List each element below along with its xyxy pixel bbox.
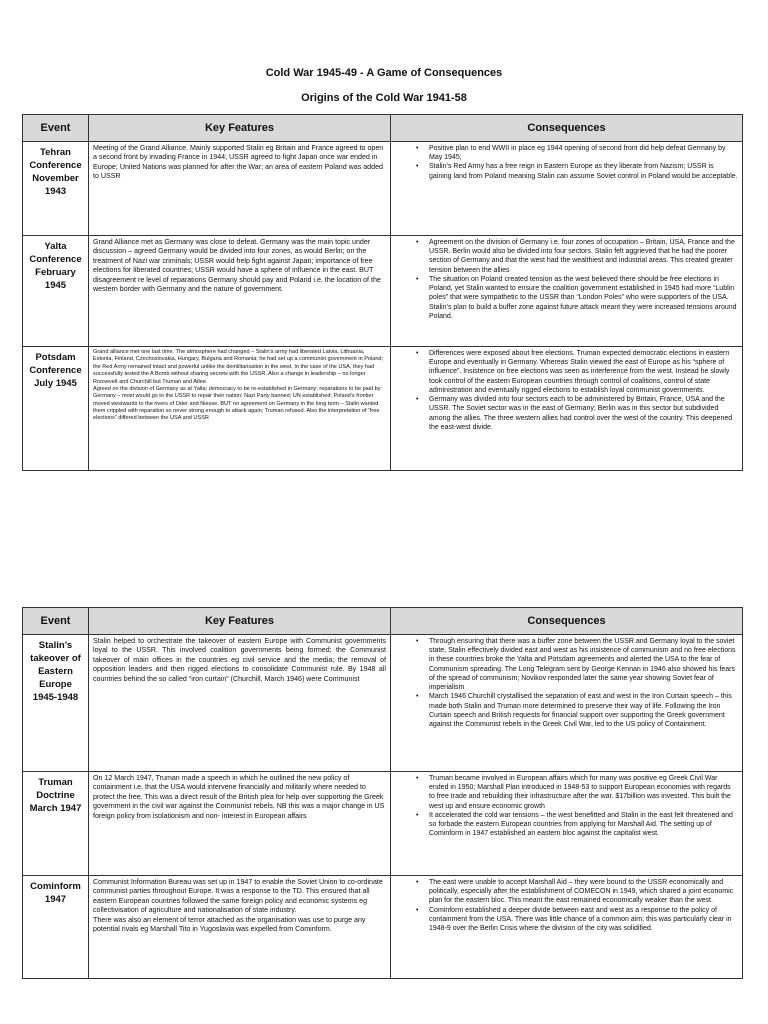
- consequence-item: • Cominform established a deeper divide between east and west as a response to the policy of containment from the USA. There was little chance of a common aim; this was particularly clear in 1948-9 over the Berlin Crisis where the division of the city was solidified.: [429, 906, 738, 934]
- consequence-item: • Stalin’s Red Army has a free reign in Eastern Europe as they liberate from Nazism; USSR is gaining land from Poland meaning Stalin can assume Soviet control in Poland would be acceptable.: [429, 162, 738, 180]
- key-paragraph: Communist Information Bureau was set up in 1947 to enable the Soviet Union to co-ordinate communist parties throughout Europe. It was a response to the TD. This ensured that all eastern European countries followed the same foreign policy and economic systems eg collectivisation of agriculture and nationalisation of state industry.: [93, 878, 383, 915]
- table-row: [23, 347, 743, 471]
- document-title: Cold War 1945-49 - A Game of Consequences: [265, 67, 503, 79]
- event-cell: Yalta Conference February 1945: [23, 236, 89, 347]
- consequence-item: • Agreement on the division of Germany i.e. four zones of occupation – Britain, USA, France and the USSR. Berlin would also be divided into four sectors. Stalin felt aggrieved that he had the poorer section of Germany and that the west had the wealthiest and industrial areas. This created greater tension between the allies: [429, 238, 738, 275]
- event-cell: Stalin’s takeover of Eastern Europe 1945-1948: [23, 635, 89, 772]
- events-table-2: [22, 607, 743, 979]
- table-row: [23, 142, 743, 236]
- event-cell: Cominform 1947: [23, 876, 89, 979]
- document-subtitle: Origins of the Cold War 1941-58: [301, 92, 467, 104]
- table-header-row: [23, 608, 743, 635]
- table-row: [23, 772, 743, 876]
- key-paragraph: Stalin helped to orchestrate the takeover of eastern Europe with Communist governments loyal to the USSR. This involved coalition governments being formed; the Communist takeover of main offices in the countries eg civil service and the media; the removal of opposition leaders and then rigged elections to consolidate Communist rule. By 1948 all countries behind the so called “iron curtain” (Churchill, March 1946) were Communist: [93, 637, 386, 683]
- key-features-cell: [89, 142, 391, 236]
- consequences-cell: [391, 347, 743, 471]
- table-row: [23, 236, 743, 347]
- key-paragraph: Grand Alliance met as Germany was close to defeat. Germany was the main topic under discussion – agreed Germany would be divided into four zones, as would Berlin; on the treatment of Nazi war criminals; USSR would help fight against Japan; importance of free elections for liberated countries; USSR would have a sphere of influence in the east. BUT disagreement re level of reparations Germany should pay and Poland i.e. the location of the western border with Germany and the nature of government.: [93, 238, 381, 294]
- event-cell: Potsdam Conference July 1945: [23, 347, 89, 471]
- table-row: [23, 635, 743, 772]
- key-features-cell: [89, 772, 391, 876]
- consequence-item: • The situation on Poland created tension as the west believed there should be free elections in Poland, yet Stalin wanted to ensure the coalition government established in 1945 had more “Lublin poles” that were sympathetic to the USSR than “London Poles” who were supporters of the USA. Stalin’s plan to build a buffer zone against future attack meant they were increased tensions around Poland.: [429, 275, 738, 321]
- event-cell: Tehran Conference November 1943: [23, 142, 89, 236]
- key-paragraph: There was also an element of terror attached as the organisation was use to purge any potential rivals eg Marshall Tito in Yugoslavia was expelled from Cominform.: [93, 915, 366, 934]
- consequences-cell: [391, 772, 743, 876]
- event-cell: Truman Doctrine March 1947: [23, 772, 89, 876]
- consequences-cell: [391, 876, 743, 979]
- key-features-cell: [89, 876, 391, 979]
- key-features-cell: [89, 236, 391, 347]
- key-paragraph: Meeting of the Grand Alliance. Mainly supported Stalin eg Britain and France agreed to open a second front by invading France in 1944; USSR agreed to fight Japan once war ended in Europe; United Nations was planned for after the War; an area of eastern Poland was added to USSR: [93, 144, 384, 181]
- table-row: [23, 876, 743, 979]
- key-paragraph: On 12 March 1947, Truman made a speech in which he outlined the new policy of containment i.e. that the USA would intervene financially and militarily where needed to protect the free. This was a direct result of the British plea for help over supporting the Greek government in the civil war against the Communist rebels. NB this was a major change in US foreign policy from isolationism and non- interest in European affairs: [93, 774, 385, 820]
- consequence-item: • Truman became involved in European affairs which for many was positive eg Greek Civil War ended in 1950; Marshall Plan introduced in 1948-53 to support European economies with regards to free trade and rebuilding their infrastructure after the war. $17billion was invested. This built the west up and ensure economic growth: [429, 774, 738, 811]
- consequence-item: • Germany was divided into four sectors each to be administered by Britain, France, USA and the USSR. The Soviet sector was in the east of Germany; Berlin was in this sector but subdivided among the allies. The three western allies had control over the west of the country. This deepened the east-west divide.: [429, 395, 738, 432]
- consequence-item: • It accelerated the cold war tensions – the west benefitted and Stalin in the east felt threatened and so forbade the eastern European countries from applying for Marshall Aid. The setting up of Cominform in 1947 established an eastern bloc against the capitalist west.: [429, 811, 738, 839]
- header-event: Event: [23, 115, 89, 142]
- consequence-item: • Positive plan to end WWII in place eg 1944 opening of second front did help defeat Germany by May 1945;: [429, 144, 738, 162]
- header-key-features: Key Features: [89, 115, 391, 142]
- header-consequences: Consequences: [391, 115, 743, 142]
- consequence-item: • Differences were exposed about free elections. Truman expected democratic elections in eastern Europe and eventually in Germany. Whereas Stalin viewed the east of Europe as his “sphere of influence”. Insistence on free elections was seen as interference from the west. Instead he slowly took control of the eastern European countries through control of coalitions, control of state administration and eventually rigged elections to establish loyal communist governments.: [429, 349, 738, 395]
- header-consequences: Consequences: [391, 608, 743, 635]
- consequences-cell: [391, 236, 743, 347]
- key-paragraph: Grand alliance met one last time. The atmosphere had changed – Stalin’s army had liberated Latvia, Lithuania, Estonia, Finland, Czechoslovakia, Hungary, Bulgaria and Romania; he had set up a communist government in Poland; the Red Army remained intact and powerful unlike the demilitarisation in the west. In the case of the USA, they had successfully tested the A Bomb without sharing secrets with the USSR. Also a change in leadership – no longer Roosevelt and Churchill but Truman and Atlee.: [93, 349, 384, 385]
- consequences-cell: [391, 142, 743, 236]
- key-features-cell: [89, 635, 391, 772]
- consequences-cell: [391, 635, 743, 772]
- header-key-features: Key Features: [89, 608, 391, 635]
- key-features-cell: [89, 347, 391, 471]
- table-header-row: [23, 115, 743, 142]
- events-table-1: [22, 114, 743, 471]
- key-paragraph: Agreed on the division of Germany as at Yalta; democracy to be re-established in Germany; reparations to be paid by Germany – most would go to the USSR to repair their nation; Nazi Party banned; UN established; Poland’s frontier moved westwards to the rivers of Oder and Niesse. BUT no agreement on Germany in the long term – Stalin wanted them crippled with reparation so never strong enough to attack again; Truman refused. Also the interpretation of “free elections” differed between the USA and USSR: [93, 385, 381, 422]
- consequence-item: • Through ensuring that there was a buffer zone between the USSR and Germany loyal to the soviet state, Stalin effectively divided east and west as his insistence of communism and no free elections in these countries broke the Yalta and Potsdam agreements and alerted the USA to the fear of Communism spreading. The Long Telegram sent by George Kennan in 1946 also showed his fears of the spread of communism; Novikov responded later the same year showing Soviet fear of imperialism: [429, 637, 738, 692]
- header-event: Event: [23, 608, 89, 635]
- consequence-item: • March 1946 Churchill crystallised the separation of east and west in the Iron Curtain speech – this made both Stalin and Truman more determined to preserve their way of life. Following the Iron Curtain speech and British requests for financial support over supporting the Greek government against the Communist rebels in the Greek Civil War, led to the US policy of Containment.: [429, 692, 738, 729]
- consequence-item: • The east were unable to accept Marshall Aid – they were bound to the USSR economically and politically, especially after the establishment of COMECON in 1949, which shared a joint economic plan for the eastern bloc. This meant the east remained economically weaker than the west.: [429, 878, 738, 906]
